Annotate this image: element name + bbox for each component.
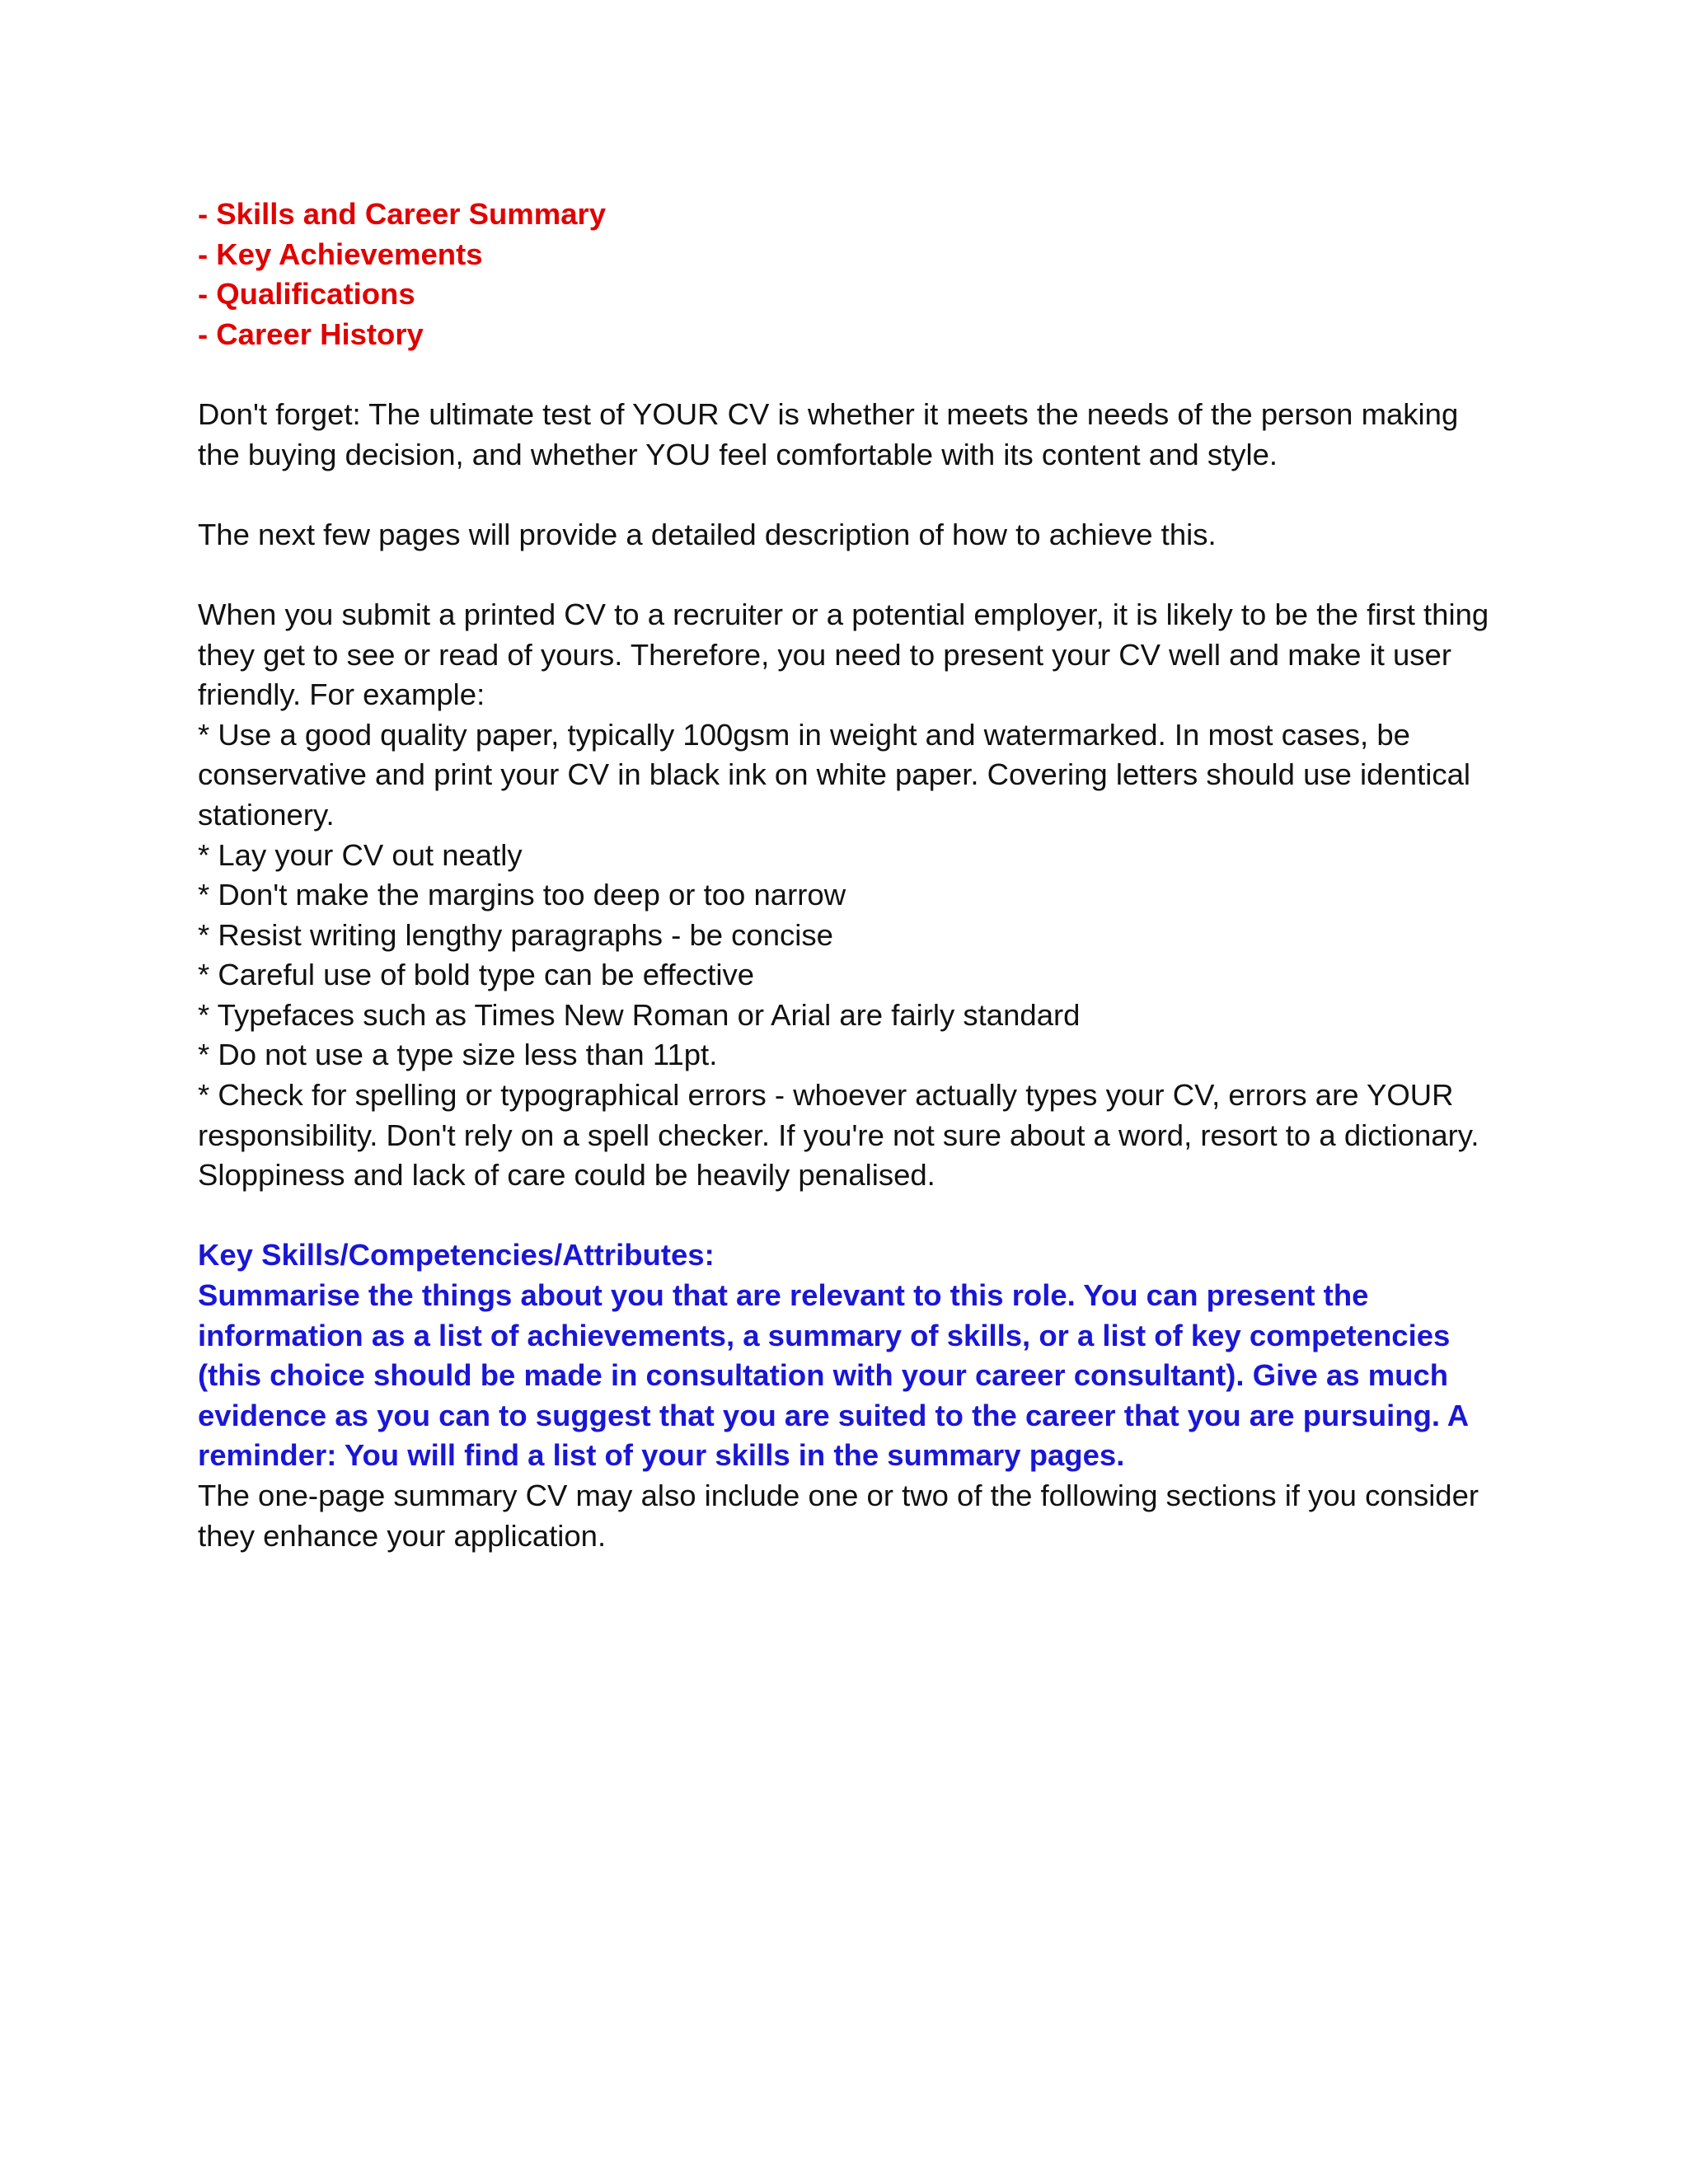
tip-item: * Check for spelling or typographical errors - whoever actually types your CV, errors are YOUR responsibility. Don't rely on a spell checker. If you're not sure about a word, resort to a dictionary. Sloppiness and lack of care could be heavily penalised. <box>198 1078 1479 1193</box>
document-content <box>198 194 1500 1556</box>
key-skills-body: Summarise the things about you that are relevant to this role. You can present the information as a list of achievements, a summary of skills, or a list of key competencies (this choice should be made in consultation with your career consultant). Give as much evidence as you can to suggest that you are suited to the career that you are pursuing. A reminder: You will find a list of your skills in the summary pages. <box>198 1278 1468 1473</box>
closing-paragraph: The one-page summary CV may also include one or two of the following sections if you consider they enhance your application. <box>198 1479 1479 1553</box>
dont-forget-paragraph: Don't forget: The ultimate test of YOUR CV is whether it meets the needs of the person making the buying decision, and whether YOU feel comfortable with its content and style. <box>198 396 1459 471</box>
next-pages-paragraph: The next few pages will provide a detailed description of how to achieve this. <box>198 517 1217 551</box>
tip-item: * Typefaces such as Times New Roman or Arial are fairly standard <box>198 997 1081 1032</box>
cv-sections-list <box>198 194 1500 354</box>
tip-item: * Careful use of bold type can be effective <box>198 958 755 992</box>
tip-item: * Don't make the margins too deep or too narrow <box>198 878 846 912</box>
cv-section-item: - Career History <box>198 316 424 351</box>
key-skills-heading: Key Skills/Competencies/Attributes: <box>198 1238 715 1272</box>
tip-item: * Lay your CV out neatly <box>198 837 523 872</box>
cv-section-item: - Skills and Career Summary <box>198 197 606 231</box>
tip-item: * Resist writing lengthy paragraphs - be concise <box>198 917 833 952</box>
tip-item: * Use a good quality paper, typically 100gsm in weight and watermarked. In most cases, be conservative and print your CV in black ink on white paper. Covering letters should use identical stationery. <box>198 717 1470 832</box>
cv-section-item: - Qualifications <box>198 277 415 312</box>
presentation-tips-list <box>198 715 1500 1196</box>
tip-item: * Do not use a type size less than 11pt. <box>198 1038 718 1072</box>
submit-cv-paragraph: When you submit a printed CV to a recruiter or a potential employer, it is likely to be the first thing they get to see or read of yours. Therefore, you need to present your CV well and make it user friendly. For example: <box>198 597 1489 712</box>
cv-section-item: - Key Achievements <box>198 237 483 271</box>
